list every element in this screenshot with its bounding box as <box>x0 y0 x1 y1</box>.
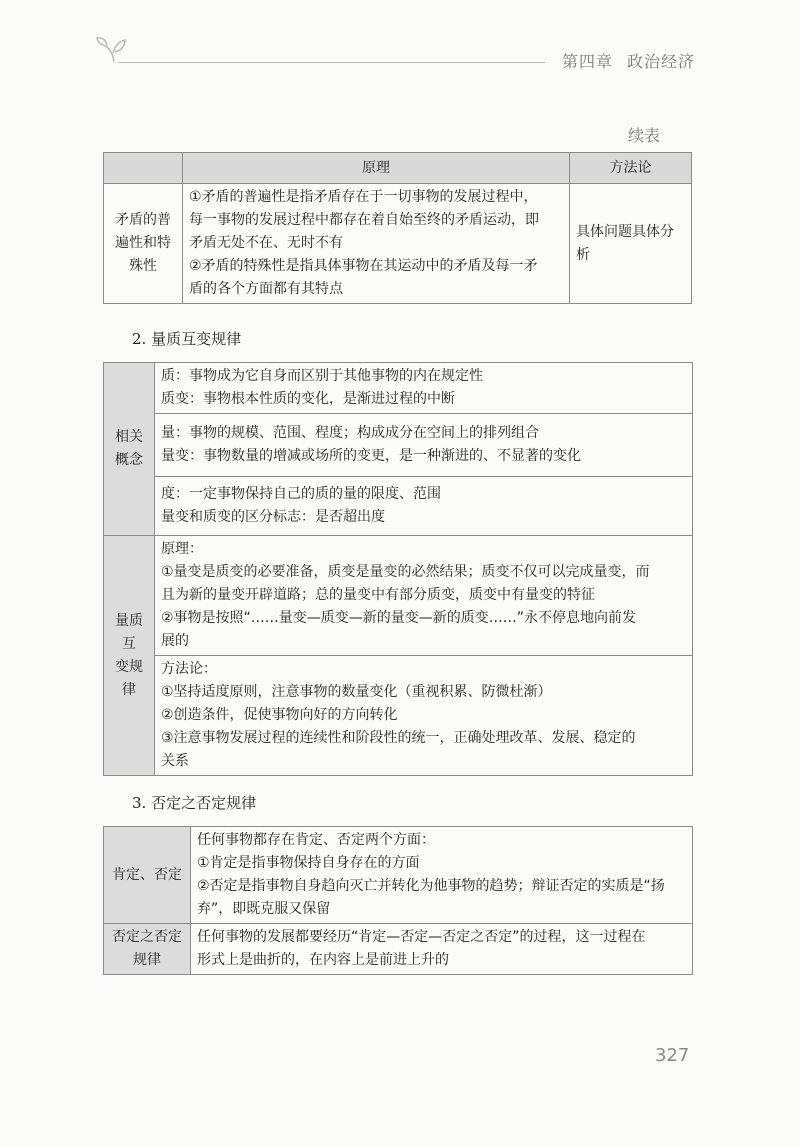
law-method-cell: 方法论： ①坚持适度原则，注意事物的数量变化（重视积累、防微杜渐） ②创造条件，促使事物向好的方向转化 ③注意事物发展过程的连续性和阶段性的统一，正确处理改革、发展、稳定的 关系 <box>155 656 693 776</box>
law-principle-cell: 原理： ①量变是质变的必要准备，质变是量变的必然结果；质变不仅可以完成量变，而 且为新的量变开辟道路；总的量变中有部分质变，质变中有量变的特征 ②事物是按照“……量变—质变—新的量变—新的质变……”永不停息地向前发 展的 <box>155 536 693 656</box>
law-label: 量质互 变规律 <box>104 536 155 776</box>
header-rule <box>118 62 545 63</box>
concept-quantity: 量：事物的规模、范围、程度；构成成分在空间上的排列组合 量变：事物数量的增减或场所的变更，是一种渐进的、不显著的变化 <box>155 414 693 477</box>
affirmation-negation-cell: 任何事物都存在肯定、否定两个方面： ①肯定是指事物保持自身存在的方面 ②否定是指事物自身趋向灭亡并转化为他事物的趋势；辩证否定的实质是“扬 弃”，即既克服又保留 <box>191 827 693 924</box>
table1-header-method: 方法论 <box>570 153 692 184</box>
contradiction-table <box>103 152 692 304</box>
concepts-label: 相关 概念 <box>104 363 155 536</box>
chapter-title: 政治经济 <box>627 52 696 71</box>
running-header <box>562 49 695 72</box>
section2-title: 2. 量质互变规律 <box>132 330 242 348</box>
continued-label: 续表 <box>628 126 661 145</box>
affirmation-negation-label: 肯定、否定 <box>104 827 191 924</box>
table1-principle-cell: ①矛盾的普遍性是指矛盾存在于一切事物的发展过程中， 每一事物的发展过程中都存在着自始至终的矛盾运动，即 矛盾无处不在、无时不有 ②矛盾的特殊性是指具体事物在其运动中的矛盾及每一矛 盾的各个方面都有其特点 <box>183 184 570 304</box>
negation-table <box>103 826 693 975</box>
negation-of-negation-label: 否定之否定 规律 <box>104 924 191 975</box>
concept-degree: 度：一定事物保持自己的质的量的限度、范围 量变和质变的区分标志：是否超出度 <box>155 477 693 536</box>
page-number: 327 <box>655 1045 690 1066</box>
table1-method-cell: 具体问题具体分析 <box>570 184 692 304</box>
chapter-number: 第四章 <box>562 52 614 71</box>
leaf-ornament-icon <box>94 34 134 64</box>
negation-of-negation-cell: 任何事物的发展都要经历“肯定—否定—否定之否定”的过程，这一过程在 形式上是曲折的，在内容上是前进上升的 <box>191 924 693 975</box>
quantity-quality-table <box>103 362 693 776</box>
table1-header-principle: 原理 <box>183 153 570 184</box>
table1-header-blank <box>104 153 183 184</box>
section3-title: 3. 否定之否定规律 <box>132 794 257 812</box>
concept-quality: 质：事物成为它自身而区别于其他事物的内在规定性 质变：事物根本性质的变化，是渐进过程的中断 <box>155 363 693 414</box>
table1-row-name: 矛盾的普 遍性和特 殊性 <box>104 184 183 304</box>
